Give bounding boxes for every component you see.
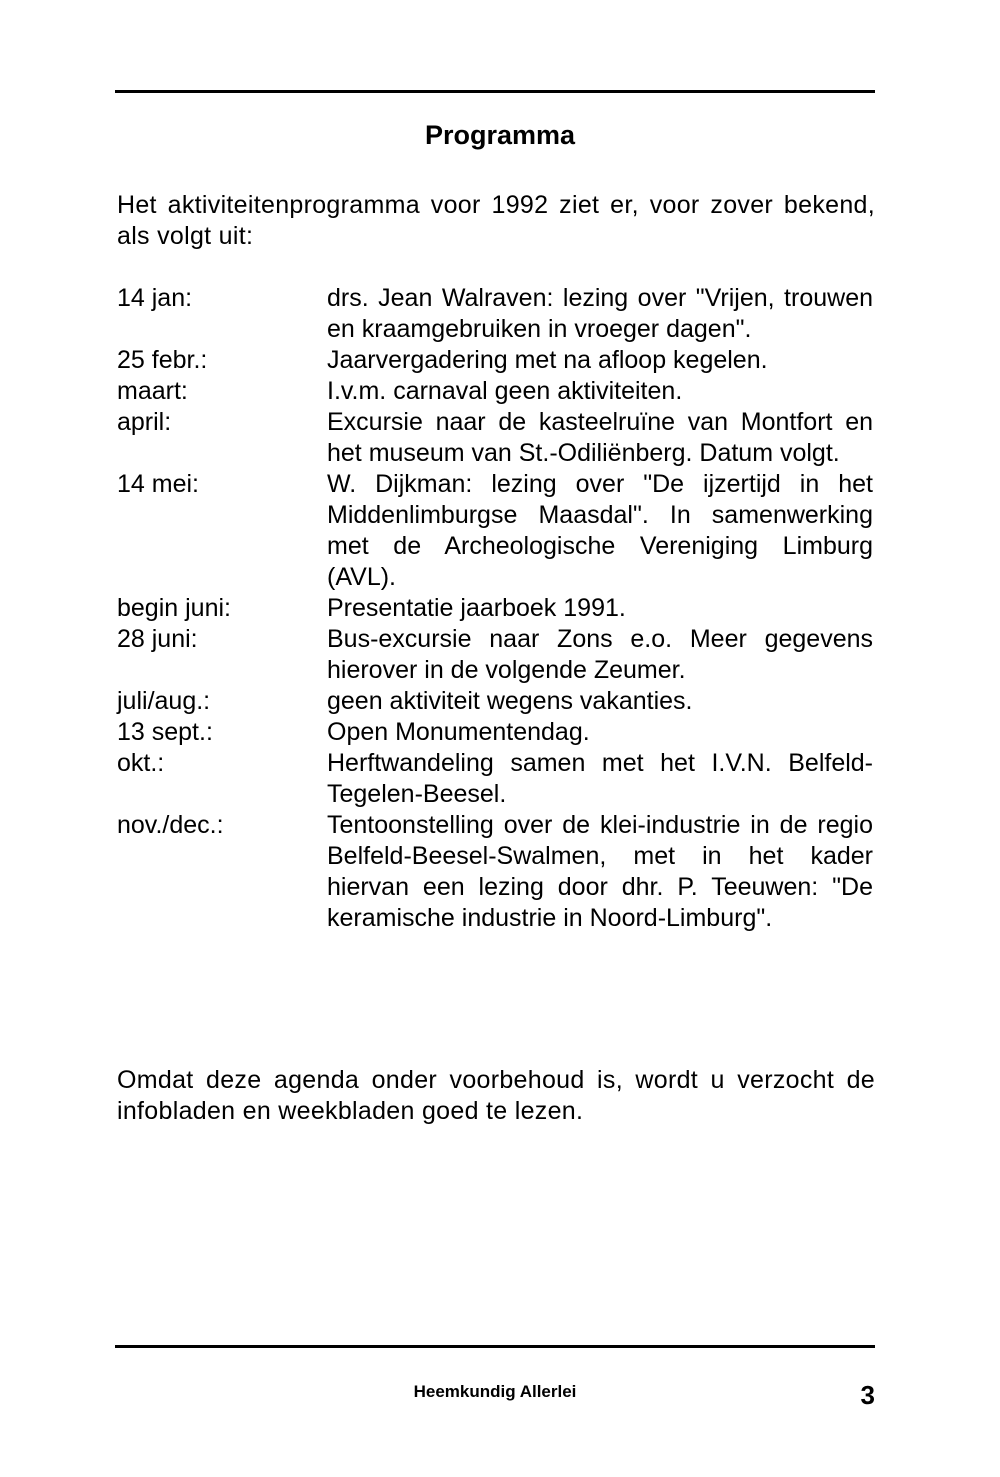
- agenda-list: [117, 283, 875, 934]
- agenda-date: juli/aug.:: [117, 687, 211, 715]
- agenda-description: I.v.m. carnaval geen aktiviteiten.: [327, 377, 683, 405]
- agenda-description: Tentoonstelling over de klei-industrie in de regio Belfeld-Beesel-Swalmen, met in het kader hiervan een lezing door dhr. P. Teeuwen: "De keramische industrie in Noord-Limburg".: [327, 811, 873, 932]
- agenda-date: 14 jan:: [117, 284, 193, 312]
- agenda-row: [117, 624, 875, 686]
- agenda-date: 25 febr.:: [117, 346, 208, 374]
- agenda-date: begin juni:: [117, 594, 231, 622]
- agenda-description: Presentatie jaarboek 1991.: [327, 594, 626, 622]
- page-number: 3: [860, 1380, 875, 1410]
- agenda-date: okt.:: [117, 749, 165, 777]
- agenda-row: [117, 469, 875, 593]
- agenda-date: maart:: [117, 377, 188, 405]
- agenda-description: Bus-excursie naar Zons e.o. Meer gegevens hierover in de volgende Zeumer.: [327, 625, 873, 684]
- agenda-row: [117, 810, 875, 934]
- page-title: Programma: [424, 120, 576, 150]
- agenda-date: 14 mei:: [117, 470, 199, 498]
- agenda-row: [117, 345, 875, 376]
- agenda-date: nov./dec.:: [117, 811, 224, 839]
- closing-paragraph: Omdat deze agenda onder voorbehoud is, wordt u verzocht de infobladen en weekbladen goed te lezen.: [117, 1066, 875, 1125]
- intro-paragraph: Het aktiviteitenprogramma voor 1992 ziet er, voor zover bekend, als volgt uit:: [117, 191, 875, 250]
- agenda-row: [117, 593, 875, 624]
- agenda-row: [117, 686, 875, 717]
- agenda-description: Jaarvergadering met na afloop kegelen.: [327, 346, 768, 374]
- agenda-description: W. Dijkman: lezing over "De ijzertijd in het Middenlimburgse Maasdal". In samenwerking met de Archeologische Vereniging Limburg (AVL).: [327, 470, 873, 591]
- agenda-description: geen aktiviteit wegens vakanties.: [327, 687, 693, 715]
- agenda-description: Herftwandeling samen met het I.V.N. Belfeld-Tegelen-Beesel.: [327, 749, 873, 808]
- agenda-row: [117, 748, 875, 810]
- top-rule: [115, 90, 875, 93]
- publication-name: Heemkundig Allerlei: [413, 1382, 577, 1401]
- agenda-row: [117, 717, 875, 748]
- agenda-row: [117, 283, 875, 345]
- agenda-date: 28 juni:: [117, 625, 198, 653]
- agenda-date: 13 sept.:: [117, 718, 213, 746]
- agenda-row: [117, 407, 875, 469]
- agenda-description: Excursie naar de kasteelruïne van Montfort en het museum van St.-Odiliënberg. Datum volgt.: [327, 408, 873, 467]
- agenda-description: drs. Jean Walraven: lezing over "Vrijen, trouwen en kraamgebruiken in vroeger dagen".: [327, 284, 873, 343]
- bottom-rule: [115, 1345, 875, 1348]
- agenda-row: [117, 376, 875, 407]
- agenda-description: Open Monumentendag.: [327, 718, 590, 746]
- agenda-date: april:: [117, 408, 172, 436]
